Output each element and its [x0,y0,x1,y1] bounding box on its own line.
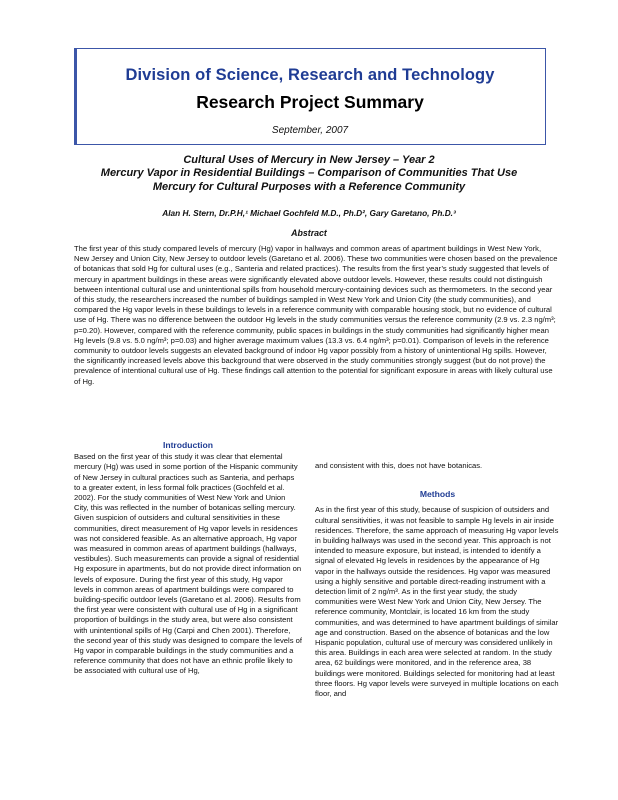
introduction-text: Based on the first year of this study it was clear that elemental mercury (Hg) was used in some portion of the Hispanic community of New Jersey in cultural practices such as Santeria, and perhaps to a greater extent, in less formal folk practices (Gochfeld et al. 2002). For the study communities of West New York and Union City, this was reflected in the number of botanicas selling mercury. Given suspicion of outsiders and cultural sensitivities in these communities, direct measurement of Hg vapor levels in residences was not considered feasible. As an alternative approach, Hg vapor was measured in common areas of apartment buildings (hallways, vestibules). Such measurements can provide a signal of residential Hg exposure in apartments, but do not provide direct information on levels of exposure. During the first year of this study, Hg vapor levels in common areas of apartment buildings were compared to building-specific outdoor levels (Garetano et al. 2006). Results from the first year were consistent with cultural use of Hg in a significant proportion of buildings in the study area, but were also consistent with unintentional spills of Hg (Carpi and Chen 2001). Therefore, the second year of this study was designed to compare the levels of Hg vapor in comparable buildings in the study communities and a reference community that does not have an ethnic profile likely to be associated with cultural use of Hg, [74,452,302,676]
publication-date: September, 2007 [271,125,349,136]
report-title [40,154,578,194]
title-line-3: Mercury for Cultural Purposes with a Reference Community [152,180,466,193]
authors-line: Alan H. Stern, Dr.P.H,¹ Michael Gochfeld M.D., Ph.D², Gary Garetano, Ph.D.³ [162,208,456,218]
introduction-continuation: and consistent with this, does not have botanicas. [315,461,483,470]
document-type-title: Research Project Summary [196,92,424,112]
abstract-heading: Abstract [291,228,327,238]
methods-heading: Methods [419,489,456,500]
abstract-text: The first year of this study compared levels of mercury (Hg) vapor in hallways and common areas of apartment buildings in West New York, New Jersey and Union City, New Jersey to outdoor levels (Garetano et al. 2006). These two communities were chosen based on the prevalence of botanicas that sold Hg for cultural uses (e.g., Santeria and related practices). The results from the first year’s study suggested that levels of mercury in apartment buildings in these areas were significantly elevated above outdoor levels. However, these results could not distinguish between intentional cultural use and unintentional spills from household mercury-containing devices such as thermometers. In the second year of this study, the researchers increased the number of buildings sampled in West New York and Union City (the study communities), and compared the Hg vapor levels in these buildings to levels in a reference community with comparable housing stock, but no evidence of cultural use of Hg. There was no difference between the outdoor Hg levels in the study communities versus the reference community (2.9 vs. 2.3 ng/m³; p=0.20). However, compared with the reference community, public spaces in buildings in the study communities had significantly higher mean Hg levels (9.8 vs. 5.0 ng/m³; p=0.03) and higher average maximum values (13.3 vs. 6.4 ng/m³; p=0.01). Comparison of levels in the reference community to outdoor levels suggests an elevated background of indoor Hg vapor possibly from a history of unintentional Hg spills. However, the significantly increased levels above this background that were observed in the study communities strongly suggest (but do not prove) the prevalence of intentional cultural use of Hg. These findings call attention to the potential for significant exposure in areas with likely cultural use of Hg. [74,244,558,386]
title-line-2: Mercury Vapor in Residential Buildings – Comparison of Communities That Use [100,167,518,180]
right-column [315,461,560,699]
introduction-heading: Introduction [162,440,214,450]
section-spacer [315,471,560,489]
title-line-1: Cultural Uses of Mercury in New Jersey – Year 2 [183,154,435,166]
methods-text: As in the first year of this study, because of suspicion of outsiders and cultural sensitivities, it was not feasible to sample Hg levels in air inside residences. Therefore, the same approach of measuring Hg vapor levels in building hallways was used in the second year. This approach is not intended to measure exposure, but instead, is intended to identify a signal of elevated Hg levels in residences by the appearance of Hg vapor in the hallways outside the residences. Hg vapor was measured using a highly sensitive and portable direct-reading instrument with a detection limit of 2 ng/m³. As in the first year study, the study communities were West New York and Union City, New Jersey. The reference community, Montclair, is located 16 km from the study communities, and was determined to have apartment buildings of similar age and construction. Based on the absence of botanicas and the low Hispanic population, cultural use of mercury was considered unlikely in this area. Buildings in each area were selected at random. In the study area, 62 buildings were monitored, and in the reference area, 38 buildings were monitored. Buildings selected for monitoring had at least three floors. Hg vapor levels were surveyed in multiple locations on each floor, and [315,505,559,699]
division-title: Division of Science, Research and Technology [125,66,495,84]
left-column [74,440,302,677]
